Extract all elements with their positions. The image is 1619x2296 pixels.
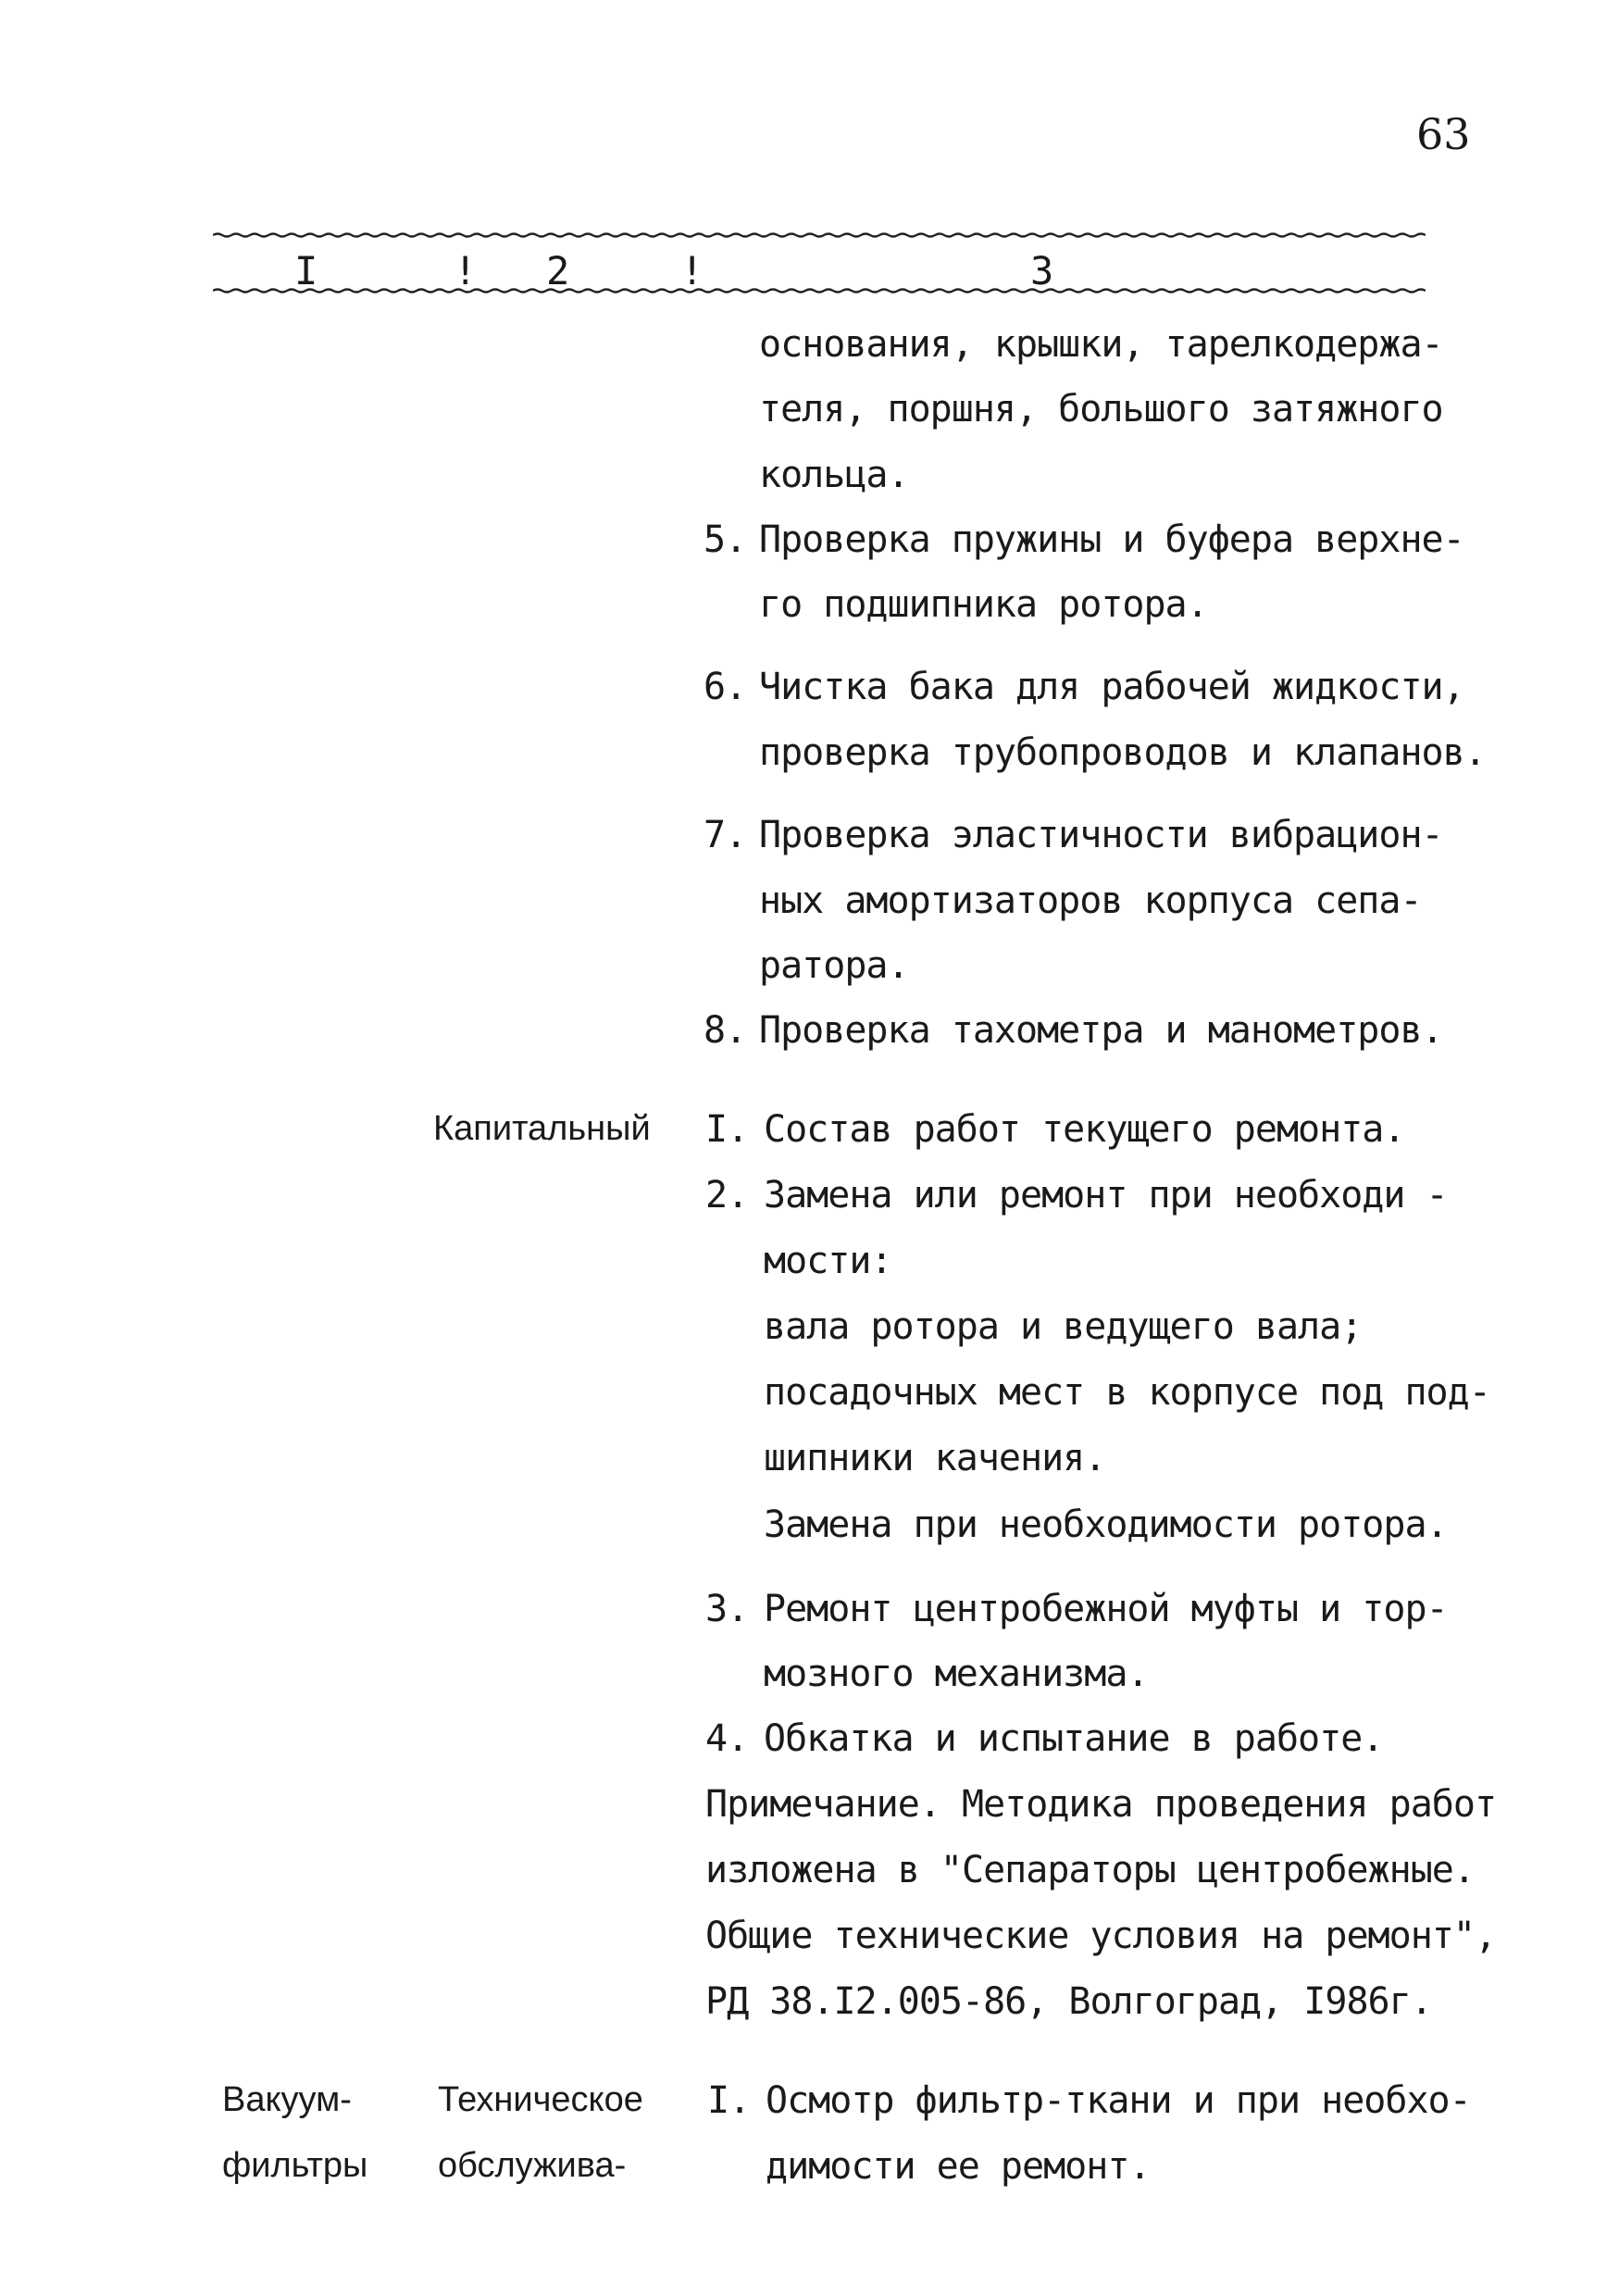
col3-cont-line-3: кольца. [759, 454, 909, 496]
col3-cont-line-2: теля, поршня, большого затяжного [759, 388, 1443, 430]
capital-item2-line-6: Замена при необходимости ротора. [764, 1504, 1448, 1546]
col3-cont-line-1: основания, крышки, тарелкодержа- [759, 323, 1443, 366]
item6-line-1: Чистка бака для рабочей жидкости, [759, 666, 1464, 708]
capital-item2-line-5: шипники качения. [764, 1437, 1106, 1479]
note-line-1: Примечание. Методика проведения работ [705, 1783, 1497, 1826]
item8-line-1: Проверка тахометра и манометров. [759, 1009, 1443, 1052]
item7-line-2: ных амортизаторов корпуса сепа- [759, 880, 1422, 922]
item7-num: 7. [704, 814, 747, 856]
item6-num: 6. [704, 666, 747, 708]
capital-item1-num: I. [705, 1108, 749, 1151]
capital-item2-line-3: вала ротора и ведущего вала; [764, 1305, 1363, 1348]
capital-item2-num: 2. [705, 1174, 749, 1217]
note-line-3: Общие технические условия на ремонт", [705, 1915, 1497, 1957]
header-top-rule [213, 231, 1426, 239]
header-col2: 2 [546, 248, 570, 293]
equipment-vacuum-line-2: фильтры [222, 2146, 368, 2185]
repair-type-maintenance-line-2: обслужива- [438, 2146, 627, 2185]
item8-num: 8. [704, 1009, 747, 1052]
note-line-4: РД 38.I2.005-86, Волгоград, I986г. [705, 1980, 1432, 2023]
capital-item4-num: 4. [705, 1717, 749, 1760]
capital-item1-line-1: Состав работ текущего ремонта. [764, 1108, 1405, 1151]
capital-item4-line-1: Обкатка и испытание в работе. [764, 1717, 1384, 1760]
capital-item2-line-2: мости: [764, 1240, 892, 1282]
repair-type-capital: Капитальный [433, 1109, 651, 1148]
item5-line-1: Проверка пружины и буфера верхне- [759, 518, 1464, 561]
note-line-2: изложена в "Сепараторы центробежные. [705, 1849, 1475, 1891]
item6-line-2: проверка трубопроводов и клапанов. [759, 731, 1486, 774]
header-col3: 3 [1030, 248, 1054, 293]
item7-line-1: Проверка эластичности вибрацион- [759, 814, 1443, 856]
capital-item3-line-2: мозного механизма. [764, 1653, 1149, 1695]
item7-line-3: ратора. [759, 944, 909, 987]
equipment-vacuum-line-1: Вакуум- [222, 2080, 352, 2119]
header-sep-1: ! [454, 248, 478, 293]
item5-line-2: го подшипника ротора. [759, 583, 1208, 626]
vacuum-item1-line-1: Осмотр фильтр-ткани и при необхо- [766, 2079, 1471, 2122]
header-bottom-rule [213, 287, 1426, 294]
capital-item3-line-1: Ремонт центробежной муфты и тор- [764, 1588, 1448, 1630]
header-col1: I [294, 248, 318, 293]
capital-item2-line-4: посадочных мест в корпусе под под- [764, 1371, 1490, 1414]
header-sep-2: ! [680, 248, 704, 293]
vacuum-item1-line-2: димости ее ремонт. [766, 2145, 1151, 2188]
vacuum-item1-num: I. [707, 2079, 751, 2122]
capital-item3-num: 3. [705, 1588, 749, 1630]
item5-num: 5. [704, 518, 747, 561]
repair-type-maintenance-line-1: Техническое [438, 2080, 643, 2119]
capital-item2-line-1: Замена или ремонт при необходи - [764, 1174, 1448, 1217]
page-number: 63 [1416, 109, 1471, 159]
